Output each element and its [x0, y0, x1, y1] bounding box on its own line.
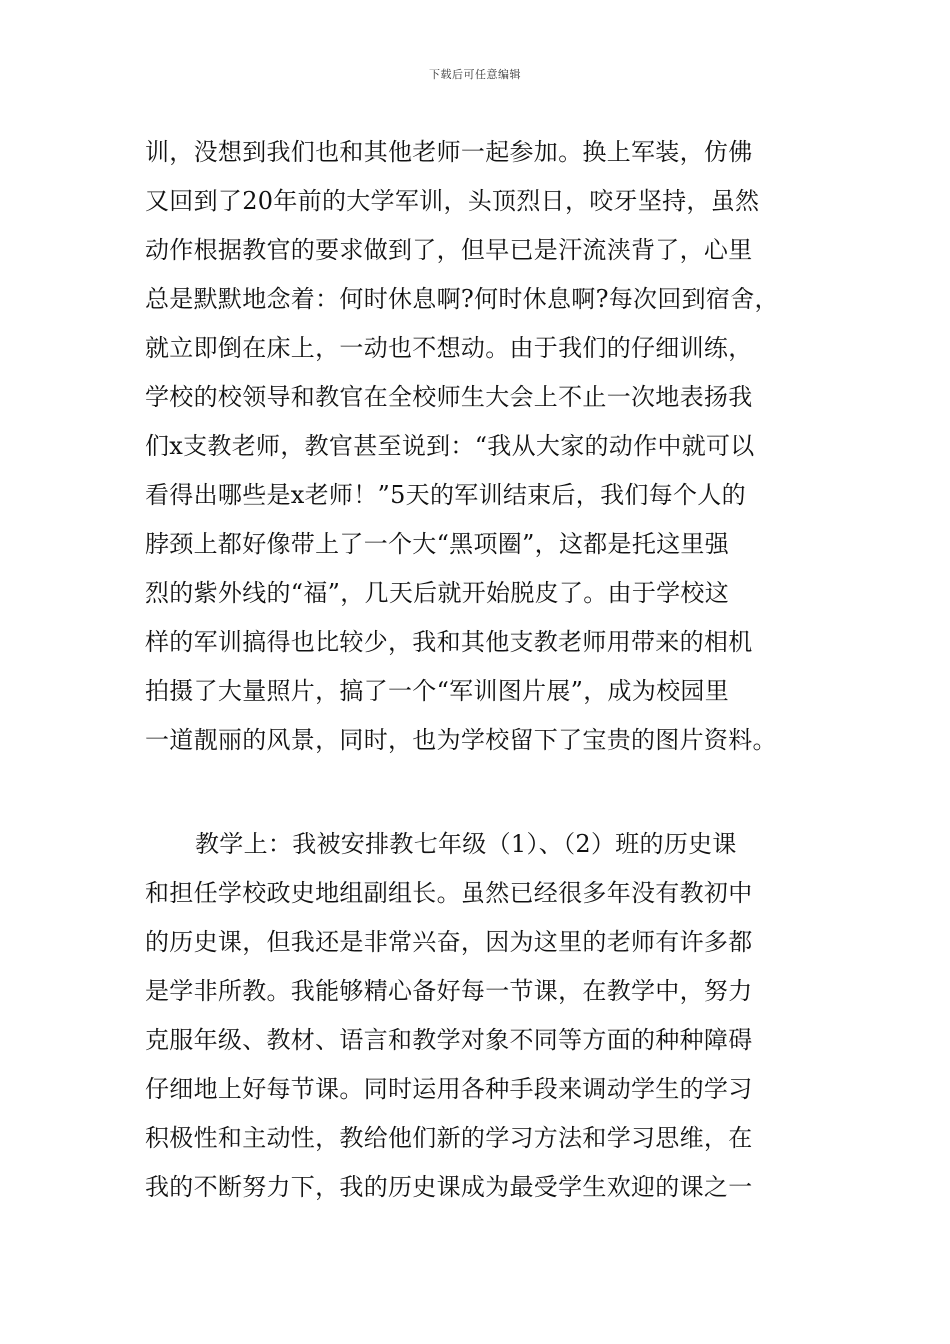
text-line: 学校的校领导和教官在全校师生大会上不止一次地表扬我 — [145, 383, 753, 411]
text-line: 动作根据教官的要求做到了，但早已是汗流浃背了，心里 — [145, 236, 753, 264]
text-line: 样的军训搞得也比较少，我和其他支教老师用带来的相机 — [145, 628, 753, 656]
text-line: 积极性和主动性，教给他们新的学习方法和学习思维，在 — [145, 1124, 753, 1152]
text-line: 是学非所教。我能够精心备好每一节课，在教学中，努力 — [145, 977, 753, 1005]
text-line: 们x支教老师，教官甚至说到：“我从大家的动作中就可以 — [145, 432, 755, 460]
paragraph-military-training — [145, 128, 815, 765]
text-line: 烈的紫外线的“福”，几天后就开始脱皮了。由于学校这 — [145, 579, 730, 607]
paragraph-teaching — [145, 820, 815, 1212]
text-line: 仔细地上好每节课。同时运用各种手段来调动学生的学习 — [145, 1075, 753, 1103]
text-line: 教学上：我被安排教七年级（1）、（2）班的历史课 — [195, 830, 737, 858]
text-line: 一道靓丽的风景，同时，也为学校留下了宝贵的图片资料。 — [145, 726, 777, 754]
text-line: 看得出哪些是x老师！”5天的军训结束后，我们每个人的 — [145, 481, 746, 509]
text-line: 脖颈上都好像带上了一个大“黑项圈”，这都是托这里强 — [145, 530, 730, 558]
text-line: 的历史课，但我还是非常兴奋，因为这里的老师有许多都 — [145, 928, 753, 956]
text-line: 训，没想到我们也和其他老师一起参加。换上军装，仿佛 — [145, 138, 753, 166]
text-line: 又回到了20年前的大学军训，头顶烈日，咬牙坚持，虽然 — [145, 187, 760, 215]
text-line: 就立即倒在床上，一动也不想动。由于我们的仔细训练， — [145, 334, 753, 362]
text-line: 总是默默地念着：何时休息啊?何时休息啊?每次回到宿舍， — [145, 285, 779, 313]
text-line: 拍摄了大量照片，搞了一个“军训图片展”，成为校园里 — [145, 677, 730, 705]
page-header: 下载后可任意编辑 — [429, 68, 521, 81]
text-line: 我的不断努力下，我的历史课成为最受学生欢迎的课之一 — [145, 1173, 753, 1201]
text-line: 和担任学校政史地组副组长。虽然已经很多年没有教初中 — [145, 879, 753, 907]
text-line: 克服年级、教材、语言和教学对象不同等方面的种种障碍 — [145, 1026, 753, 1054]
